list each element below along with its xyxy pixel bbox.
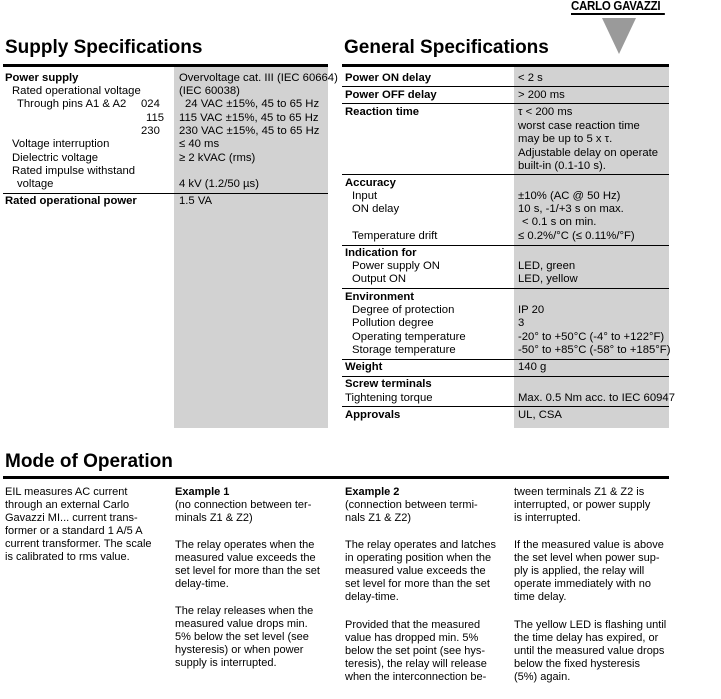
text-line: former or a standard 1 A/5 A [5,525,143,537]
degree-protection-value: IP 20 [518,304,545,316]
on-delay-label: ON delay [352,203,400,215]
power-supply-on-label: Power supply ON [352,260,440,272]
text-line: 5% below the set level (see [175,631,309,643]
text-line: teresis), the relay will release [345,658,487,670]
example1-subtitle [175,499,330,525]
brand-logo: CARLO GAVAZZI [571,0,665,15]
pollution-degree-label: Pollution degree [352,317,434,329]
temperature-drift-label: Temperature drift [352,230,438,242]
temperature-drift-value: ≤ 0.2%/°C (≤ 0.11%/°F) [518,230,635,242]
value-dielectric: ≥ 2 kVAC (rms) [179,152,256,164]
power-off-delay-label: Power OFF delay [345,89,437,101]
value-rated-power: 1.5 VA [179,195,213,207]
mode-title: Mode of Operation [5,451,173,472]
example2-paragraph-2 [345,619,500,684]
operating-temperature-value: -20° to +50°C (-4° to +122°F) [518,331,665,343]
text-line: below the set point (see hys- [345,645,486,657]
approvals-value: UL, CSA [518,409,562,421]
general-divider [342,103,669,104]
pin-024-label: 024 [141,98,160,110]
indication-label: Indication for [345,247,417,259]
general-divider [342,376,669,377]
tightening-torque-value: Max. 0.5 Nm acc. to IEC 60947 [518,392,675,404]
text-line: The yellow LED is flashing until [514,619,667,631]
general-divider [342,288,669,289]
mode-title-rule [3,476,669,479]
approvals-label: Approvals [345,409,401,421]
text-line: through an external Carlo [5,499,130,511]
text-line: below the fixed hysteresis [514,658,640,670]
degree-protection-label: Degree of protection [352,304,455,316]
text-line: delay-time. [175,578,229,590]
value-impulse: 4 kV (1.2/50 µs) [179,178,259,190]
text-line: Gavazzi MI... current trans- [5,512,138,524]
text-line: set level for more than the set [345,578,490,590]
example2-continued-2 [514,539,669,604]
text-line: The relay operates and latches [345,539,497,551]
text-line: when the interconnection be- [345,671,487,683]
text-line: value has dropped min. 5% [345,632,479,644]
text-line: (5%) again. [514,671,571,683]
example1-paragraph-2 [175,605,330,670]
reaction-value-line3: may be up to 5 x τ. [518,133,613,145]
text-line: set level for more than the set [175,565,320,577]
overvoltage-line2: (IEC 60038) [179,85,240,97]
example2-title: Example 2 [345,486,400,498]
on-delay-value-line1: 10 s, -1/+3 s on max. [518,203,624,215]
tightening-torque-label: Tightening torque [345,392,433,404]
text-line: (connection between termi- [345,499,478,511]
voltage-interruption-label: Voltage interruption [12,138,110,150]
pollution-degree-value: 3 [518,317,525,329]
impulse-label-line2: voltage [17,178,54,190]
text-line: operate immediately with no [514,578,651,590]
text-line: If the measured value is above [514,539,664,551]
text-line: current transformer. The scale [5,538,152,550]
text-line: is calibrated to rms value. [5,551,130,563]
text-line: hysteresis) or when power [175,644,304,656]
value-230: 230 VAC ±15%, 45 to 65 Hz [179,125,320,137]
dielectric-voltage-label: Dielectric voltage [12,152,99,164]
reaction-value-line4: Adjustable delay on operate [518,147,659,159]
screw-terminals-label: Screw terminals [345,378,432,390]
power-on-delay-value: < 2 s [518,72,543,84]
weight-value: 140 g [518,361,547,373]
accuracy-label: Accuracy [345,177,396,189]
example1-title: Example 1 [175,486,230,498]
rated-power-label: Rated operational power [5,195,137,207]
general-divider [342,359,669,360]
text-line: minals Z1 & Z2) [175,512,253,524]
storage-temperature-value: -50° to +85°C (-58° to +185°F) [518,344,671,356]
text-line: the set level when power sup- [514,552,660,564]
reaction-value-line5: built-in (0.1-10 s). [518,160,606,172]
on-delay-value-line2: < 0.1 s on min. [522,216,597,228]
text-line: until the measured value drops [514,645,665,657]
general-divider [342,406,669,407]
pin-115-label: 115 [146,112,165,124]
input-value: ±10% (AC @ 50 Hz) [518,190,621,202]
general-divider [342,86,669,87]
output-on-value: LED, yellow [518,273,578,285]
text-line: The relay releases when the [175,605,314,617]
rated-voltage-label: Rated operational voltage [12,85,141,97]
through-pins-label: Through pins A1 & A2 [17,98,127,110]
text-line: interrupted, or power supply [514,499,651,511]
text-line: ply is applied, the relay will [514,565,645,577]
power-on-delay-label: Power ON delay [345,72,432,84]
output-on-label: Output ON [352,273,406,285]
text-line: in operating position when the [345,552,492,564]
operating-temperature-label: Operating temperature [352,331,466,343]
storage-temperature-label: Storage temperature [352,344,456,356]
power-off-delay-value: > 200 ms [518,89,565,101]
weight-label: Weight [345,361,383,373]
power-supply-label: Power supply [5,72,79,84]
text-line: tween terminals Z1 & Z2 is [514,486,645,498]
reaction-value-line2: worst case reaction time [518,120,640,132]
reaction-value-line1: τ < 200 ms [518,106,573,118]
text-line: EIL measures AC current [5,486,128,498]
example2-subtitle [345,499,500,525]
brand-triangle-icon [602,18,636,54]
mode-intro-text [5,486,159,564]
general-divider [342,174,669,175]
supply-row-divider [3,193,328,194]
example1-paragraph-1 [175,539,330,591]
text-line: The relay operates when the [175,539,315,551]
impulse-label-line1: Rated impulse withstand [12,165,136,177]
pin-230-label: 230 [141,125,160,137]
text-line: supply is interrupted. [175,657,277,669]
input-label: Input [352,190,378,202]
value-024: 24 VAC ±15%, 45 to 65 Hz [185,98,320,110]
supply-title: Supply Specifications [5,37,203,58]
text-line: measured value exceeds the [345,565,486,577]
text-line: delay-time. [345,591,399,603]
text-line: nals Z1 & Z2) [345,512,412,524]
text-line: Provided that the measured [345,619,481,631]
general-title: General Specifications [344,37,549,58]
value-interruption: ≤ 40 ms [179,138,220,150]
text-line: measured value exceeds the [175,552,316,564]
example2-continued-1 [514,486,669,525]
text-line: (no connection between ter- [175,499,312,511]
text-line: measured value drops min. [175,618,308,630]
general-divider [342,245,669,246]
text-line: is interrupted. [514,512,581,524]
value-115: 115 VAC ±15%, 45 to 65 Hz [179,112,319,124]
text-line: the time delay has expired, or [514,632,659,644]
example2-continued-3 [514,619,669,684]
environment-label: Environment [345,291,415,303]
overvoltage-line1: Overvoltage cat. III (IEC 60664) [179,72,338,84]
text-line: time delay. [514,591,567,603]
power-supply-on-value: LED, green [518,260,576,272]
example2-paragraph-1 [345,539,500,604]
reaction-time-label: Reaction time [345,106,420,118]
